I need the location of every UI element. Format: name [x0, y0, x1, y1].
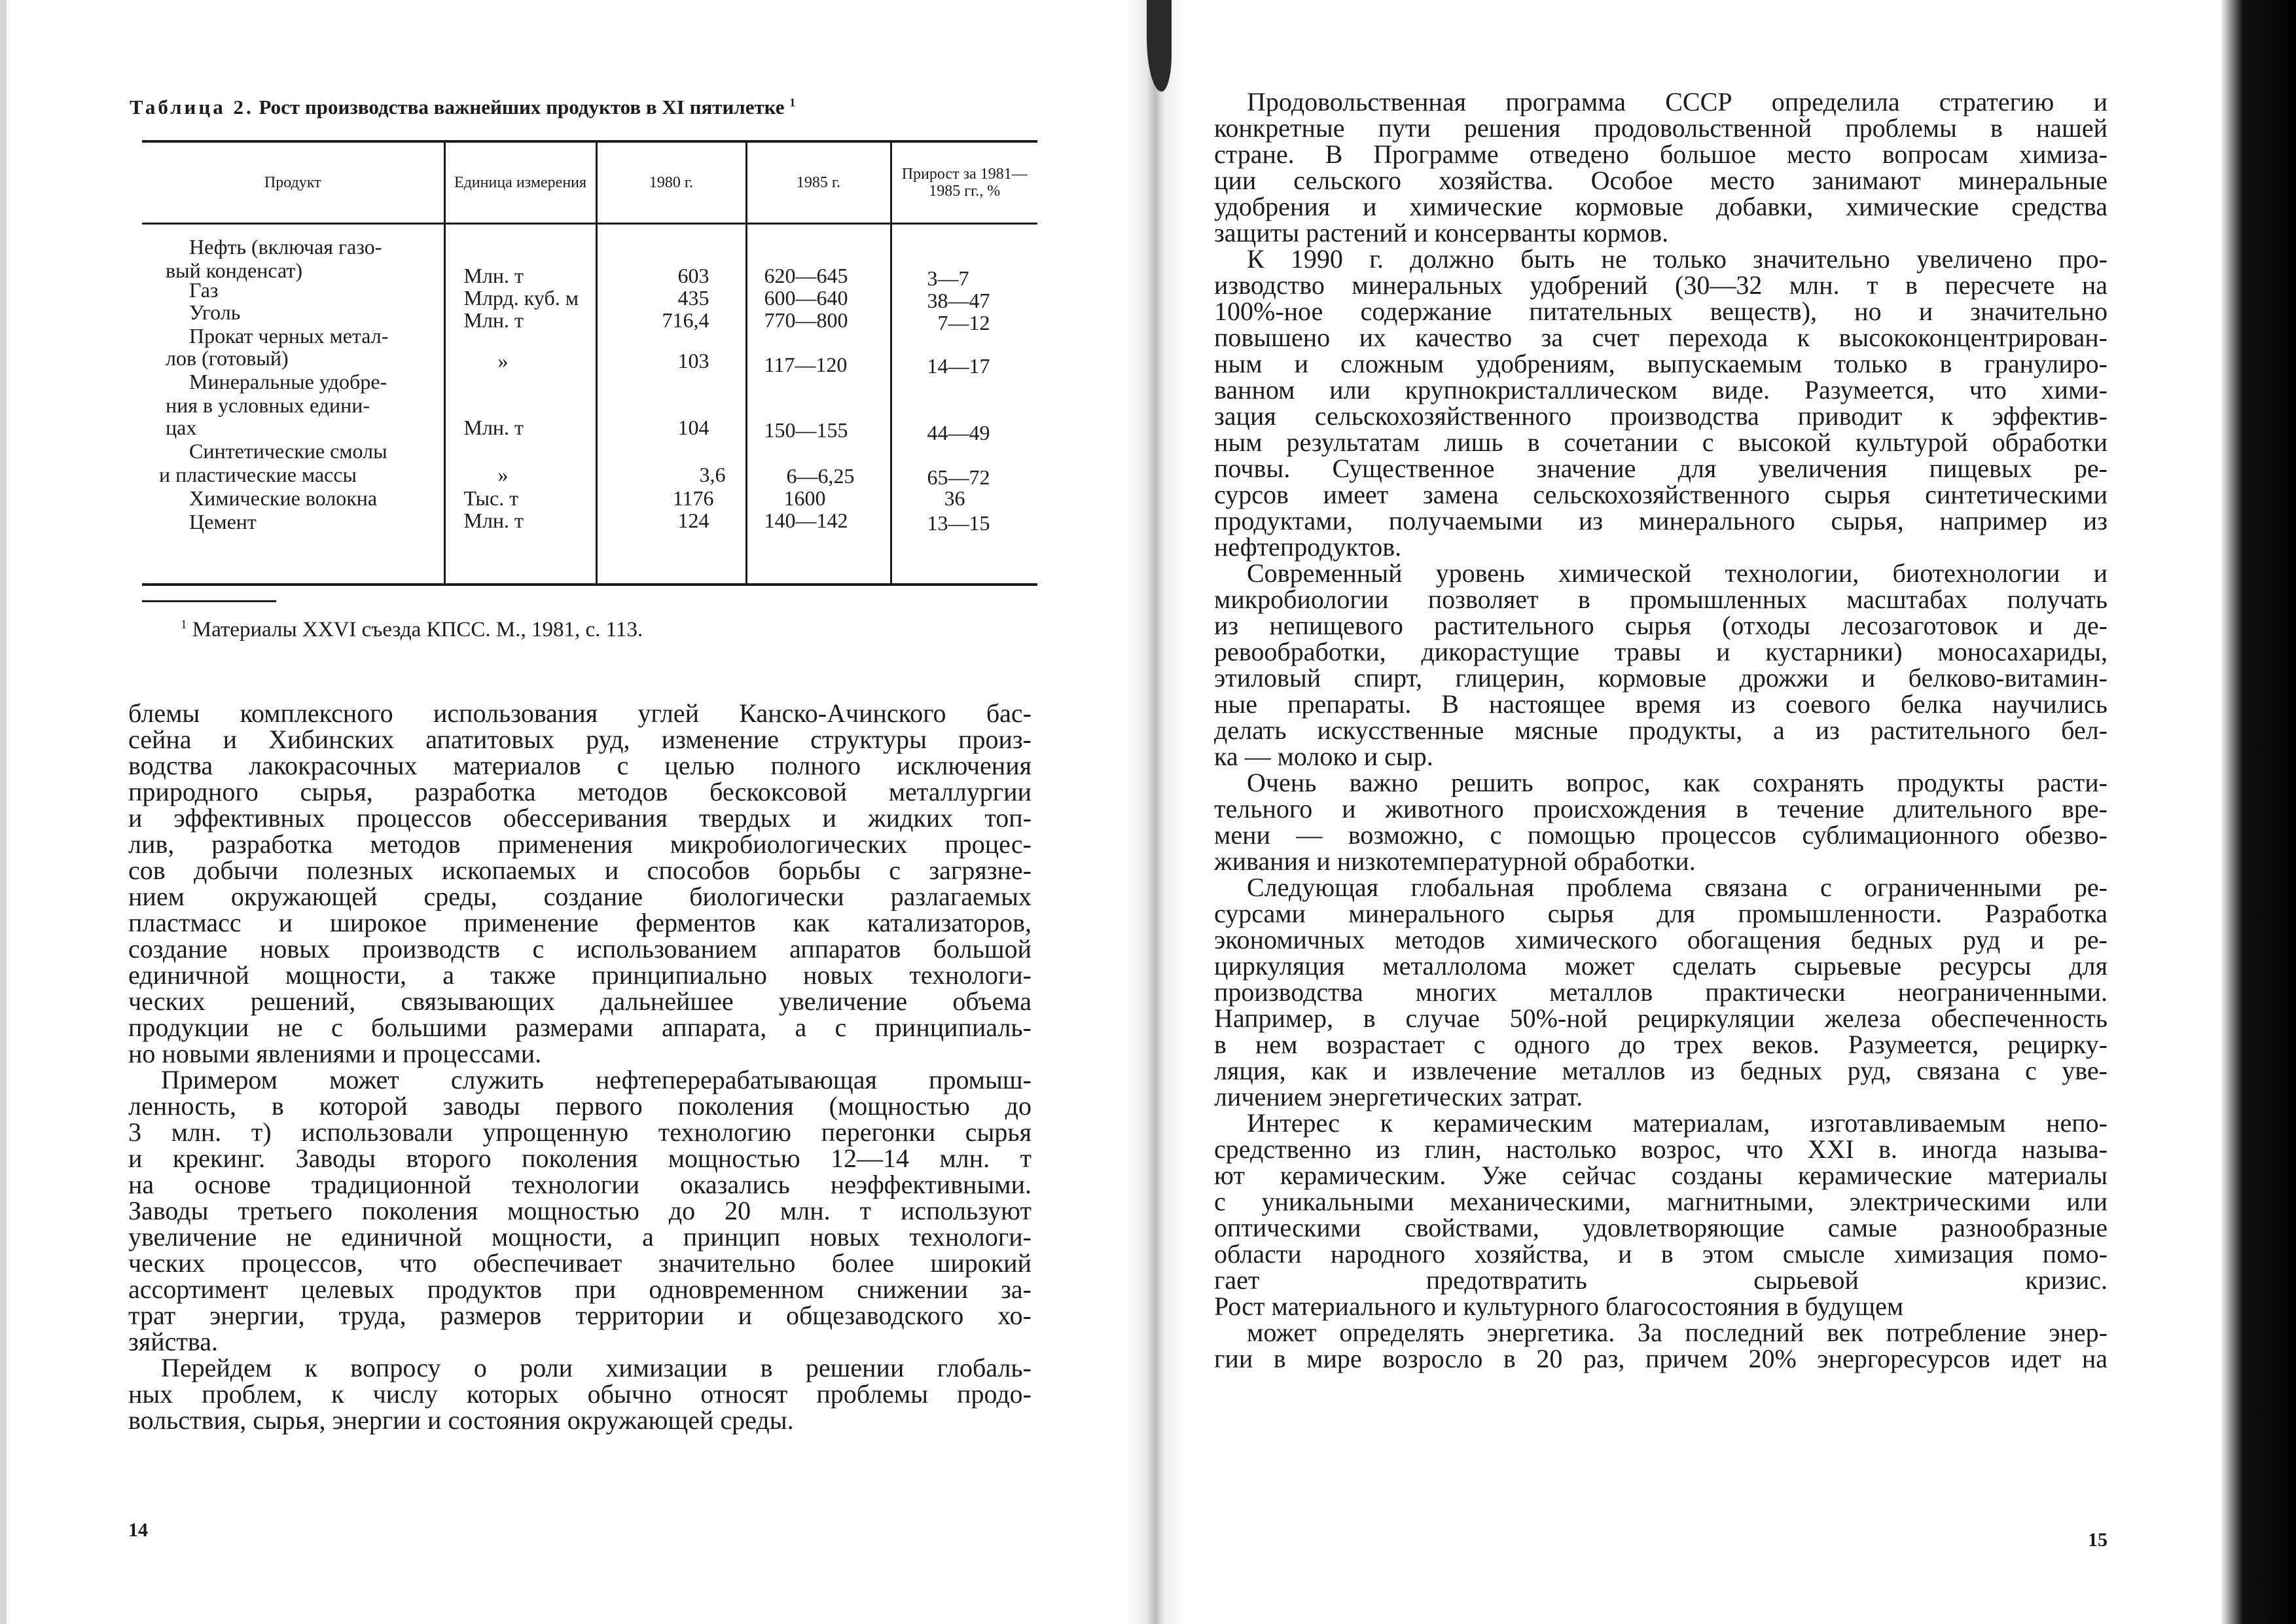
product-line: Химические волокна: [189, 486, 378, 510]
text-line: Например, в случае 50%-ной рециркуляции железа обеспеченность: [1214, 1003, 2108, 1033]
text-line: стране. В Программе отведено большое место вопросам химиза-: [1214, 139, 2108, 169]
production-table: [142, 140, 1037, 586]
text-line: делать искусственные мясные продукты, а из растительного бел-: [1214, 715, 2108, 745]
value-1980-cell: 716,4: [662, 308, 709, 332]
growth-cell: 3—7: [927, 266, 969, 290]
growth-cell: 65—72: [927, 465, 990, 489]
text-line: нием окружающей среды, создание биологически разлагаемых: [128, 882, 1031, 911]
text-line: ным результатам лишь в сочетании с высокой культурой обработки: [1214, 427, 2108, 457]
product-line: ния в условных едини-: [166, 393, 370, 417]
text-line: единичной мощности, а также принципиально новых технологи-: [128, 960, 1031, 990]
growth-cell: 36: [944, 486, 965, 510]
text-line: в нем возрастает с одного до трех веков. Разумеется, рецирку-: [1214, 1030, 2108, 1059]
product-column: [142, 224, 444, 585]
product-line: Уголь: [189, 300, 241, 324]
text-line: Заводы третьего поколения мощностью до 20 млн. т используют: [128, 1196, 1031, 1225]
text-line: ванном или крупнокристаллическом виде. Разумеется, что хими-: [1214, 375, 2108, 405]
product-line: и пластические массы: [159, 463, 357, 486]
text-line: на основе традиционной технологии оказались неэффективными.: [128, 1170, 1031, 1199]
text-line: сурсами минерального сырья для промышленности. Разработка: [1214, 899, 2108, 928]
unit-cell: Млн. т: [463, 308, 524, 332]
text-line: ют керамическим. Уже сейчас созданы керамические материалы: [1214, 1161, 2108, 1190]
table-caption-label: Таблица 2.: [130, 96, 254, 118]
text-line: защиты растений и консерванты кормов.: [1214, 218, 1669, 247]
text-line: ленность, в которой заводы первого поколения (мощностью до: [128, 1091, 1031, 1121]
scan-left-edge: [0, 0, 7, 1624]
right-page-body-text: [1214, 89, 2108, 1372]
text-line: циркуляция металлолома может сделать сырьевые ресурсы для: [1214, 951, 2108, 981]
text-line: пластмасс и широкое применение ферментов как катализаторов,: [128, 908, 1031, 937]
text-line: живания и низкотемпературной обработки.: [1214, 846, 1696, 876]
text-line: К 1990 г. должно быть не только значительно увеличено про-: [1247, 244, 2108, 274]
year-1980-column: [596, 224, 746, 585]
text-line: зяйства.: [128, 1327, 218, 1356]
text-line: зация сельскохозяйственного производства приводит к эффектив-: [1214, 401, 2108, 431]
value-1985-cell: 600—640: [764, 286, 848, 310]
text-line: трат энергии, труда, размеров территории и общезаводского хо-: [128, 1301, 1031, 1330]
text-line: гает предотвратить сырьевой кризис.: [1214, 1265, 2108, 1295]
text-line: 3 млн. т) использовали упрощенную технологию перегонки сырья: [128, 1117, 1031, 1147]
text-line: повышено их качество за счет перехода к высококонцентрирован-: [1214, 323, 2108, 352]
text-line: и эффективных процессов обессеривания твердых и жидких топ-: [128, 803, 1031, 833]
product-line: Минеральные удобре-: [189, 370, 387, 393]
value-1985-cell: 620—645: [764, 264, 848, 287]
unit-cell: »: [497, 349, 509, 372]
text-line: может определять энергетика. За последний век потребление энер-: [1247, 1318, 2108, 1347]
text-line: ляция, как и извлечение металлов из бедных руд, связана с уве-: [1214, 1056, 2108, 1085]
text-line: и крекинг. Заводы второго поколения мощностью 12—14 млн. т: [128, 1144, 1031, 1173]
text-line: ассортимент целевых продуктов при одновременном снижении за-: [128, 1274, 1031, 1304]
value-1980-cell: 1176: [672, 486, 714, 510]
text-line: создание новых производств с использованием аппаратов большой: [128, 934, 1031, 964]
table-caption-footnote-mark: 1: [789, 96, 796, 109]
text-line: продукции не с большими размерами аппарата, а с принципиаль-: [128, 1013, 1031, 1042]
text-line: Очень важно решить вопрос, как сохранять продукты расти-: [1247, 768, 2108, 797]
product-line: Синтетические смолы: [189, 439, 387, 463]
text-line: сейна и Хибинских апатитовых руд, изменение структуры произ-: [128, 725, 1031, 754]
text-line: нефтепродуктов.: [1214, 532, 1402, 562]
text-line: производства многих металлов практически неограниченными.: [1214, 977, 2108, 1007]
text-line: лив, разработка методов применения микробиологических процес-: [128, 829, 1031, 859]
growth-cell: 38—47: [927, 289, 990, 312]
value-1980-cell: 124: [677, 509, 709, 532]
unit-cell: Млн. т: [463, 509, 524, 532]
value-1985-cell: 6—6,25: [786, 464, 855, 488]
header-product: Продукт: [142, 141, 444, 224]
text-line: изводство минеральных удобрений (30—32 млн. т в пересчете на: [1214, 270, 2108, 300]
header-unit: Единица измерения: [444, 141, 596, 224]
page-number-left: 14: [128, 1519, 148, 1541]
text-line: Рост материального и культурного благосостояния в будущем: [1214, 1291, 1904, 1321]
text-line: этиловый спирт, глицерин, кормовые дрожжи и белково-витамин-: [1214, 663, 2108, 693]
text-line: сов добычи полезных ископаемых и способов борьбы с загрязне-: [128, 856, 1031, 885]
text-line: продуктами, получаемыми из минерального сырья, например из: [1214, 506, 2108, 535]
text-line: природного сырья, разработка методов бескоксовой металлургии: [128, 777, 1031, 806]
product-line: вый конденсат): [166, 259, 302, 282]
text-line: Современный уровень химической технологии, биотехнологии и: [1247, 558, 2108, 588]
text-line: ка — молоко и сыр.: [1214, 742, 1433, 771]
text-line: гии в мире возросло в 20 раз, причем 20% энергоресурсов идет на: [1214, 1344, 2108, 1373]
text-line: ческих процессов, что обеспечивает значительно более широкий: [128, 1248, 1031, 1278]
value-1985-cell: 150—155: [764, 418, 848, 442]
text-line: области народного хозяйства, и в этом смысле химизация помо-: [1214, 1239, 2108, 1269]
footnote: [181, 618, 643, 642]
unit-cell: Млн. т: [463, 264, 524, 287]
text-line: из непищевого растительного сырья (отходы лесозаготовок и де-: [1214, 611, 2108, 640]
value-1980-cell: 104: [677, 416, 709, 439]
product-line: цах: [166, 416, 197, 439]
page-number-right: 15: [2088, 1529, 2108, 1551]
table-header-row: [142, 141, 1037, 224]
text-line: ные препараты. В настоящее время из соевого белка научились: [1214, 689, 2108, 719]
text-line: удобрения и химические кормовые добавки, химические средства: [1214, 192, 2108, 221]
text-line: блемы комплексного использования углей Канско-Ачинского бас-: [128, 698, 1031, 728]
header-1980: 1980 г.: [596, 141, 746, 224]
product-line: Газ: [189, 278, 219, 302]
text-line: конкретные пути решения продовольственной проблемы в нашей: [1214, 113, 2108, 143]
text-line: вольствия, сырья, энергии и состояния окружающей среды.: [128, 1405, 794, 1435]
text-line: Следующая глобальная проблема связана с ограниченными ре-: [1247, 873, 2108, 902]
footnote-text: Материалы XXVI съезда КПСС. М., 1981, с. 113.: [192, 618, 643, 641]
growth-cell: 13—15: [927, 511, 990, 535]
book-spine-shadow: [1126, 0, 1185, 1624]
header-1985: 1985 г.: [746, 141, 891, 224]
value-1985-cell: 770—800: [764, 308, 848, 332]
text-line: сурсов имеет замена сельскохозяйственного сырья синтетическими: [1214, 480, 2108, 509]
text-line: с уникальными механическими, магнитными, электрическими или: [1214, 1187, 2108, 1216]
growth-cell: 7—12: [937, 311, 990, 334]
unit-column: [444, 224, 596, 585]
value-1985-cell: 117—120: [764, 353, 848, 376]
text-line: почвы. Существенное значение для увеличения пищевых ре-: [1214, 454, 2108, 483]
value-1980-cell: 603: [677, 264, 709, 287]
table-caption-title: Рост производства важнейших продуктов в XI пятилетке: [259, 96, 785, 118]
text-line: средственно из глин, настолько возрос, что XXI в. иногда называ-: [1214, 1134, 2108, 1164]
scan-right-edge-shadow: [2220, 0, 2296, 1624]
text-line: Перейдем к вопросу о роли химизации в решении глобаль-: [161, 1353, 1031, 1382]
growth-cell: 14—17: [927, 354, 990, 378]
unit-cell: Млрд. куб. м: [463, 286, 579, 310]
text-line: Продовольственная программа СССР определила стратегию и: [1247, 87, 2108, 117]
text-line: тельного и животного происхождения в течение длительного вре-: [1214, 794, 2108, 823]
text-line: микробиологии позволяет в промышленных масштабах получать: [1214, 585, 2108, 614]
product-line: лов (готовый): [166, 346, 289, 370]
text-line: но новыми явлениями и процессами.: [128, 1039, 542, 1068]
text-line: личением энергетических затрат.: [1214, 1082, 1583, 1111]
left-page-body-text: [128, 700, 1031, 1434]
text-line: водства лакокрасочных материалов с целью полного исключения: [128, 751, 1031, 780]
text-line: оптическими свойствами, удовлетворяющие самые разнообразные: [1214, 1213, 2108, 1242]
unit-cell: Тыс. т: [463, 486, 519, 510]
year-1985-column: [746, 224, 891, 585]
footnote-mark: 1: [181, 618, 187, 632]
text-line: мени — возможно, с помощью процессов сублимационного обезво-: [1214, 820, 2108, 850]
text-line: Примером может служить нефтеперерабатывающая промыш-: [161, 1065, 1031, 1094]
growth-cell: 44—49: [927, 421, 990, 444]
text-line: ревообработки, дикорастущие травы и кустарники) моносахариды,: [1214, 637, 2108, 666]
growth-column: [891, 224, 1037, 585]
value-1980-cell: 103: [677, 349, 709, 372]
text-line: 100%-ное содержание питательных веществ), но и значительно: [1214, 297, 2108, 326]
unit-cell: »: [497, 463, 509, 486]
text-line: Интерес к керамическим материалам, изготавливаемым непо-: [1247, 1108, 2108, 1138]
text-line: экономичных методов химического обогащения бедных руд и ре-: [1214, 925, 2108, 954]
text-line: ным и сложным удобрениям, выпускаемым только в гранулиро-: [1214, 349, 2108, 378]
product-line: Цемент: [189, 510, 257, 533]
text-line: ции сельского хозяйства. Особое место занимают минеральные: [1214, 166, 2108, 195]
text-line: ных проблем, к числу которых обычно относят проблемы продо-: [128, 1379, 1031, 1409]
value-1980-cell: 3,6: [699, 463, 726, 486]
text-line: ческих решений, связывающих дальнейшее увеличение объема: [128, 986, 1031, 1016]
value-1980-cell: 435: [677, 286, 709, 310]
header-growth: Прирост за 1981—1985 гг., %: [891, 141, 1037, 224]
table-body-row: [142, 224, 1037, 585]
text-line: увеличение не единичной мощности, а принцип новых технологи-: [128, 1222, 1031, 1252]
value-1985-cell: 140—142: [764, 509, 848, 532]
table-caption: [130, 96, 1046, 119]
footnote-rule: [142, 600, 276, 602]
value-1985-cell: 1600: [783, 486, 826, 510]
product-line: Нефть (включая газо-: [189, 235, 382, 259]
unit-cell: Млн. т: [463, 416, 524, 439]
product-line: Прокат черных метал-: [189, 324, 389, 348]
